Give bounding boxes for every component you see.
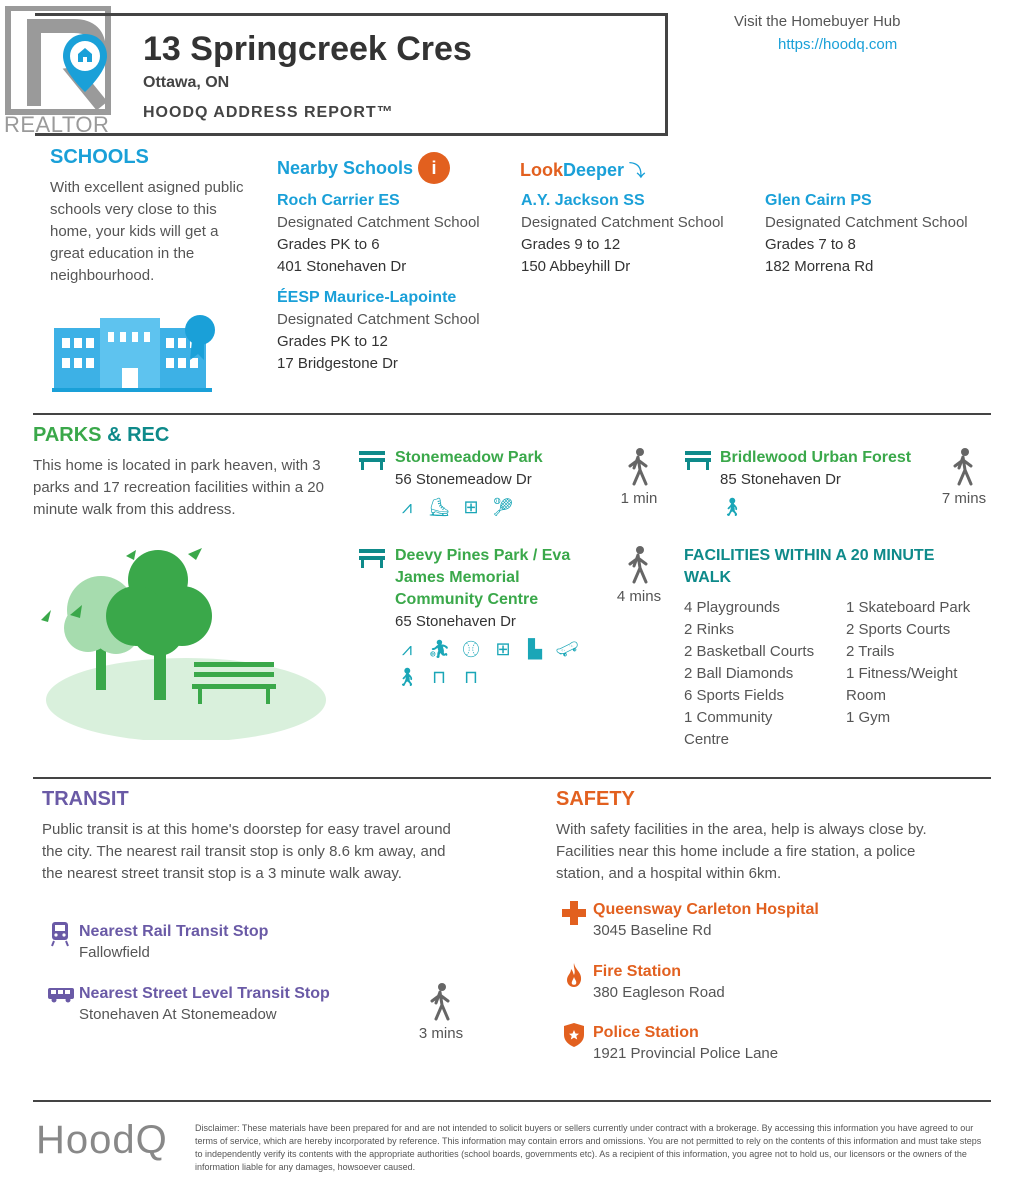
walk-icon [626, 448, 652, 486]
school-type: Designated Catchment School [521, 214, 724, 231]
facility-item: 2 Trails [846, 643, 895, 660]
school-item [277, 287, 507, 375]
divider [33, 413, 991, 415]
bench-icon [358, 547, 386, 574]
park-address: 56 Stonemeadow Dr [395, 471, 532, 488]
walk-time [936, 448, 992, 507]
facilities-list-right [846, 597, 986, 729]
school-address: 17 Bridgestone Dr [277, 355, 398, 372]
arrow-down-icon: ⤵ [629, 163, 646, 180]
school-name[interactable]: Roch Carrier ES [277, 192, 400, 209]
walk-time [412, 983, 470, 1042]
trail-icon: 🚶︎ [720, 496, 744, 517]
safety-address: 1921 Provincial Police Lane [593, 1045, 779, 1062]
street-stop-label[interactable]: Nearest Street Level Transit Stop [79, 985, 330, 1002]
facility-item: 2 Sports Courts [846, 621, 951, 638]
hub-label: Visit the Homebuyer Hub [734, 13, 901, 30]
school-address: 150 Abbeyhill Dr [521, 258, 631, 275]
divider [33, 777, 991, 779]
lookdeeper-look: Look [520, 160, 563, 180]
school-grades: Grades PK to 12 [277, 333, 388, 350]
facility-item: 2 Rinks [684, 621, 735, 638]
facility-item: 2 Ball Diamonds [684, 665, 794, 682]
park-address: 65 Stonehaven Dr [395, 613, 516, 630]
bus-icon [47, 987, 75, 1008]
walk-icon [951, 448, 977, 486]
transit-description: Public transit is at this home's doorstep for easy travel around the city. The nearest rail transit stop is only 8.6 km away, and the nearest street transit stop is a 3 minute walk away. [42, 821, 451, 882]
rail-stop-label[interactable]: Nearest Rail Transit Stop [79, 923, 269, 940]
facility-item: 1 Gym [846, 709, 891, 726]
safety-name[interactable]: Police Station [593, 1024, 699, 1041]
lookdeeper-label[interactable] [520, 158, 645, 181]
playground-icon: ⩘ [401, 496, 413, 517]
walk-time-label: 1 min [620, 490, 658, 507]
skateboard-icon: 🛹︎ [555, 638, 579, 659]
facility-item: 2 Basketball Courts [684, 643, 815, 660]
facility-item: 6 Sports Fields [684, 687, 785, 704]
park-illustration [36, 540, 326, 745]
park-name[interactable]: Deevy Pines Park / Eva James Memorial Community Centre [395, 547, 571, 608]
address-city: Ottawa, ON [143, 74, 230, 91]
school-item [765, 190, 995, 278]
bench-icon [684, 449, 712, 476]
walk-icon [428, 983, 454, 1021]
walk-icon [626, 546, 652, 584]
sports-field-icon: ⊞ [463, 496, 479, 517]
basketball-icon: ⛹︎ [427, 638, 451, 659]
park-item [395, 545, 595, 689]
park-name[interactable]: Bridlewood Urban Forest [720, 449, 912, 466]
hoodq-logo: HoodQ [36, 1118, 168, 1162]
park-name[interactable]: Stonemeadow Park [395, 449, 543, 466]
trail-icon: 🚶︎ [395, 666, 419, 687]
parks-title: PARKS & REC [33, 424, 170, 446]
parks-description: This home is located in park heaven, with 3 parks and 17 recreation facilities within a 20 minute walk from this address. [33, 457, 324, 518]
school-name[interactable]: ÉESP Maurice-Lapointe [277, 289, 457, 306]
school-grades: Grades 7 to 8 [765, 236, 856, 253]
bench-small-icon: ⊓ [463, 666, 479, 687]
fire-icon [565, 962, 583, 993]
walk-time-label: 3 mins [418, 1025, 464, 1042]
lookdeeper-deeper: Deeper [563, 160, 625, 180]
school-type: Designated Catchment School [277, 214, 480, 231]
safety-title: SAFETY [556, 788, 635, 810]
school-name[interactable]: A.Y. Jackson SS [521, 192, 645, 209]
sports-field-icon: ⊞ [495, 638, 511, 659]
schools-title: SCHOOLS [50, 146, 149, 168]
walk-time [610, 448, 668, 507]
train-icon [50, 921, 70, 952]
facility-item: 1 Skateboard Park [846, 599, 971, 616]
nearby-schools-label: Nearby Schools [277, 158, 414, 178]
address-title: 13 Springcreek Cres [143, 30, 472, 68]
school-address: 401 Stonehaven Dr [277, 258, 407, 275]
facilities-list-left [684, 597, 834, 751]
school-grades: Grades 9 to 12 [521, 236, 621, 253]
school-building-illustration [52, 312, 222, 399]
playground-icon: ⩘ [401, 638, 413, 659]
hospital-cross-icon [561, 900, 587, 931]
schools-description: With excellent asigned public schools very close to this home, your kids will get a great education in the neighbourhood. [50, 179, 244, 284]
school-type: Designated Catchment School [277, 311, 480, 328]
park-item [720, 447, 940, 519]
rail-stop-value: Fallowfield [79, 944, 150, 961]
report-label: HOODQ ADDRESS REPORT™ [143, 104, 394, 121]
baseball-icon: ⚾︎ [462, 640, 480, 660]
school-type: Designated Catchment School [765, 214, 968, 231]
hub-link[interactable]: https://hoodq.com [778, 36, 898, 53]
facility-item: 1 Community Centre [684, 709, 773, 748]
bench-small-icon: ⊓ [431, 666, 447, 687]
facilities-title: FACILITIES WITHIN A 20 MINUTE WALK [684, 547, 935, 586]
school-grades: Grades PK to 6 [277, 236, 380, 253]
divider [33, 1100, 991, 1102]
safety-address: 380 Eagleson Road [593, 984, 725, 1001]
school-item [521, 190, 751, 278]
school-address: 182 Morrena Rd [765, 258, 874, 275]
walk-time [610, 546, 668, 605]
walk-time-label: 4 mins [616, 588, 662, 605]
safety-address: 3045 Baseline Rd [593, 922, 712, 939]
police-badge-icon [563, 1022, 585, 1053]
community-centre-icon: ▙ [528, 638, 542, 659]
safety-name[interactable]: Queensway Carleton Hospital [593, 901, 819, 918]
info-icon[interactable]: i [418, 152, 450, 184]
school-name[interactable]: Glen Cairn PS [765, 192, 872, 209]
park-address: 85 Stonehaven Dr [720, 471, 841, 488]
safety-description: With safety facilities in the area, help is always close by. Facilities near this home include a fire station, a police station, and a hospital within 6km. [556, 821, 927, 882]
safety-name[interactable]: Fire Station [593, 963, 682, 980]
facility-item: 4 Playgrounds [684, 599, 780, 616]
skate-icon: ⛸ [427, 496, 451, 517]
street-stop-value: Stonehaven At Stonemeadow [79, 1006, 277, 1023]
tennis-icon: 🎾︎ [491, 496, 515, 517]
disclaimer-text: Disclaimer: These materials have been prepared for and are not intended to solicit buyers or sellers currently under contract with a brokerage. By accessing this information you have agreed to our terms of service, which are hereby incorporated by reference. This information may contain errors and omissions. You are not permitted to rely on the contents of this information and must take steps to independently verify its contents with the appropriate authorities (school boards, governments etc). As a recipient of this information, you agree not to hold us, our licensors or the owners of the information liable for any damages, howsoever caused. [195, 1123, 982, 1172]
bench-icon [358, 449, 386, 476]
facility-item: 1 Fitness/Weight Room [846, 665, 958, 704]
school-item [277, 190, 507, 278]
transit-title: TRANSIT [42, 788, 129, 810]
walk-time-label: 7 mins [941, 490, 987, 507]
realtor-label: REALTOR [4, 112, 110, 137]
park-item [395, 447, 605, 519]
